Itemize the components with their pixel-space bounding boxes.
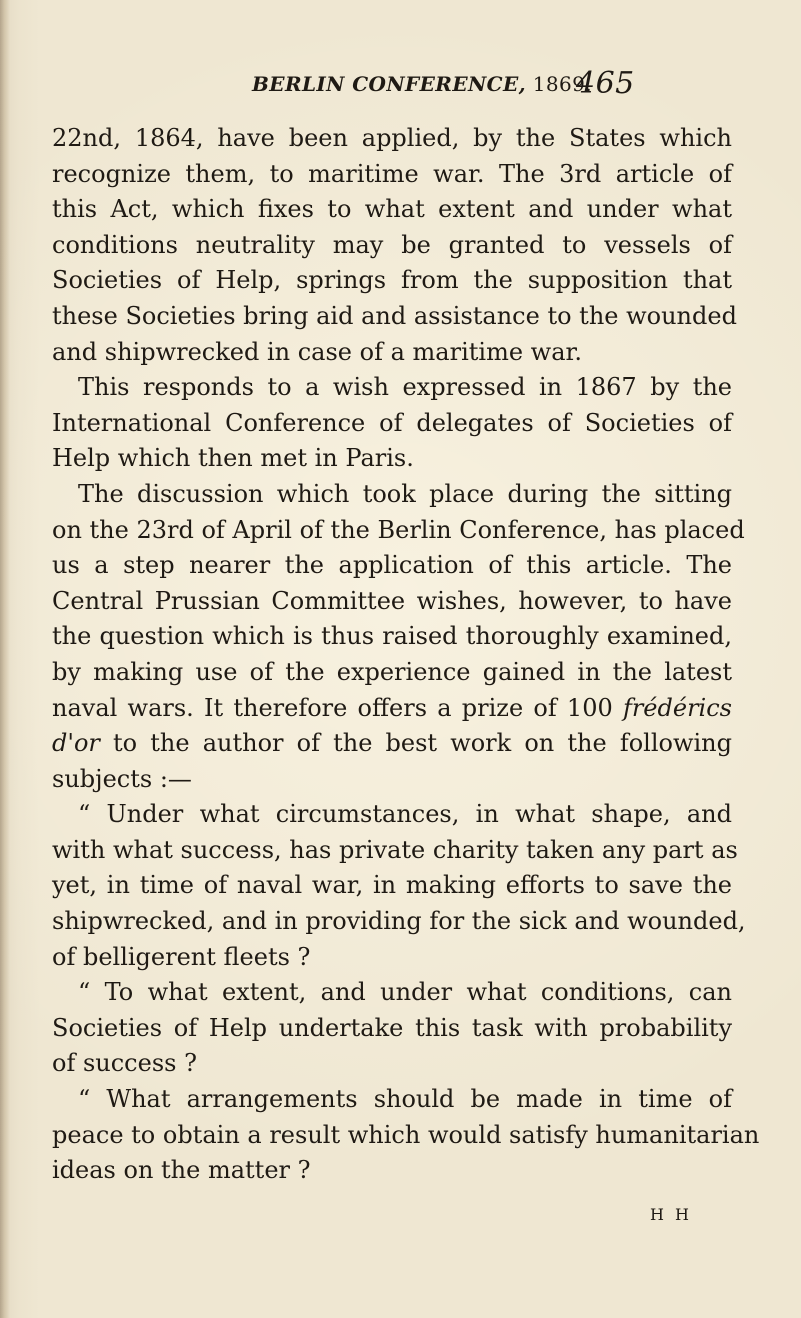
body-line: subjects :—: [52, 764, 192, 793]
body-line: recognize them, to maritime war. The 3rd article of: [52, 159, 732, 188]
body-line-with-currency-end: [52, 726, 732, 762]
body-line: Help which then met in Paris.: [52, 444, 414, 473]
paragraph-first-line: The discussion which took place during the sitting: [78, 479, 732, 508]
body-line: 22nd, 1864, have been applied, by the States which: [52, 124, 732, 152]
running-head-year: 1869.: [532, 72, 592, 96]
body-line: by making use of the experience gained in the latest: [52, 657, 732, 686]
quote-line: Societies of Help undertake this task with probability: [52, 1013, 732, 1042]
quote-line: ideas on the matter ?: [52, 1156, 311, 1185]
quote-first-line: “ Under what circumstances, in what shape, and: [78, 800, 732, 829]
body-line-with-prize: [52, 691, 732, 727]
quote-first-line: “ What arrangements should be made in time of: [78, 1085, 732, 1114]
prize-text: naval wars. It therefore offers a prize of 100: [52, 693, 613, 722]
quote-line: of belligerent fleets ?: [52, 942, 311, 971]
body-line: these Societies bring aid and assistance to the wounded: [52, 301, 737, 330]
running-head: [252, 72, 592, 96]
body-line: us a step nearer the application of this article. The: [52, 551, 732, 580]
body-line: the question which is thus raised thoroughly examined,: [52, 622, 732, 651]
quote-line: shipwrecked, and in providing for the sick and wounded,: [52, 907, 746, 936]
page-binding-shadow: [0, 0, 10, 1318]
signature-mark: H H: [650, 1205, 692, 1224]
body-line: this Act, which fixes to what extent and under what: [52, 195, 732, 224]
body-text: [52, 121, 760, 1189]
page-header: [0, 66, 801, 112]
body-line: Central Prussian Committee wishes, however, to have: [52, 586, 732, 615]
quote-line: of success ?: [52, 1049, 197, 1078]
body-text-fragment: to the author of the best work on the following: [113, 729, 732, 758]
quote-line: yet, in time of naval war, in making efforts to save the: [52, 871, 732, 900]
currency-name-ending: d'or: [52, 729, 100, 758]
body-line: and shipwrecked in case of a maritime war.: [52, 337, 582, 366]
quote-line: with what success, has private charity taken any part as: [52, 835, 738, 864]
currency-name: frédérics: [622, 693, 732, 722]
body-line: on the 23rd of April of the Berlin Conference, has placed: [52, 515, 745, 544]
body-line: Societies of Help, springs from the supposition that: [52, 266, 732, 295]
running-head-title: BERLIN CONFERENCE,: [252, 72, 526, 96]
quote-first-line: “ To what extent, and under what conditions, can: [78, 978, 732, 1007]
quote-line: peace to obtain a result which would satisfy humanitarian: [52, 1120, 760, 1149]
body-line: International Conference of delegates of Societies of: [52, 408, 732, 437]
page-number: 465: [576, 66, 635, 101]
body-line: conditions neutrality may be granted to vessels of: [52, 230, 732, 259]
paragraph-first-line: This responds to a wish expressed in 1867 by the: [78, 373, 732, 402]
